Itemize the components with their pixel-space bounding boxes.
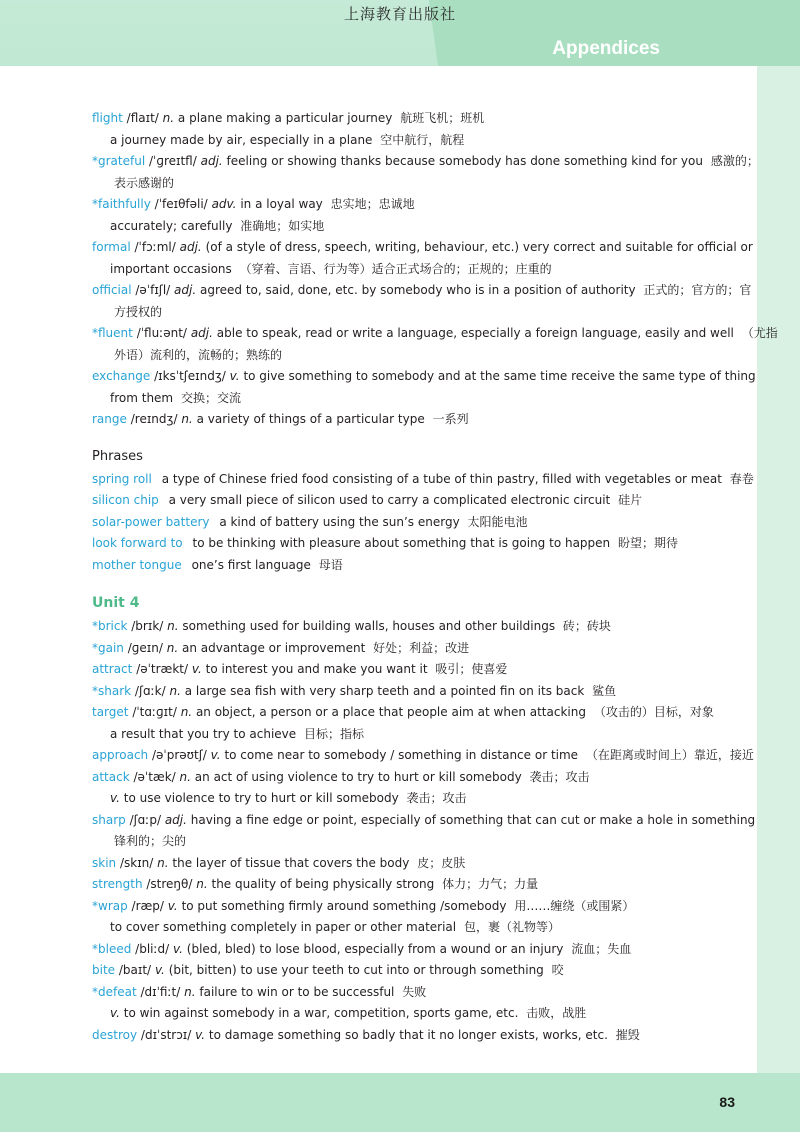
- chinese-translation: 击败，战胜: [526, 1006, 587, 1020]
- phrase-entry: [92, 533, 732, 555]
- entry-continuation: [92, 724, 732, 746]
- pronunciation: /əˈfɪʃl/: [135, 283, 171, 297]
- definition: to interest you and make you want it: [205, 662, 428, 676]
- entry-continuation: [92, 388, 732, 410]
- definition: a variety of things of a particular type: [196, 412, 425, 426]
- section-label: Appendices: [552, 38, 660, 59]
- pronunciation: /brɪk/: [131, 619, 164, 633]
- chinese-translation: 咬: [551, 963, 564, 977]
- definition: to put something firmly around something /somebody: [181, 898, 507, 913]
- headword: *defeat: [92, 984, 137, 999]
- chinese-translation: 皮；皮肤: [417, 855, 466, 870]
- chinese-translation: 目标；指标: [303, 726, 364, 741]
- entry-continuation: [92, 831, 732, 853]
- part-of-speech: n.: [157, 855, 169, 870]
- vocab-entry: [92, 280, 752, 302]
- definition: the quality of being physically strong: [211, 877, 435, 891]
- headword: destroy: [92, 1027, 138, 1042]
- vocab-entry: [92, 939, 732, 961]
- chinese-translation: 袭击；攻击: [529, 769, 590, 784]
- pronunciation: /ˈfeɪθfəli/: [154, 197, 208, 211]
- chinese-translation: 失败: [402, 984, 427, 999]
- definition: to win against somebody in a war, competition, sports game, etc.: [123, 1006, 519, 1020]
- phrase-headword: silicon chip: [92, 493, 159, 507]
- definition: accurately; carefully: [110, 218, 233, 233]
- headword: bite: [92, 963, 116, 977]
- pronunciation: /ʃɑːk/: [134, 683, 166, 698]
- part-of-speech: v.: [195, 1027, 206, 1042]
- vocab-entry: [92, 366, 756, 388]
- pronunciation: /ʃɑːp/: [129, 812, 161, 827]
- pronunciation: /streŋθ/: [146, 877, 193, 891]
- entry-continuation: [92, 917, 732, 939]
- headword: *grateful: [92, 154, 146, 168]
- phrases-list: [92, 469, 754, 577]
- vocab-entry: [92, 1025, 732, 1047]
- pronunciation: /əˈtæk/: [133, 769, 176, 784]
- vocab-entry: [92, 745, 754, 767]
- part-of-speech: n.: [181, 412, 193, 426]
- headword: exchange: [92, 369, 151, 383]
- definition: agreed to, said, done, etc. by somebody who is in a position of authority: [200, 283, 636, 297]
- pronunciation: /ɪksˈtʃeɪndʒ/: [154, 369, 226, 383]
- chinese-translation: 交换；交流: [180, 390, 241, 405]
- entry-continuation: [92, 1003, 732, 1025]
- part-of-speech: v.: [167, 898, 178, 913]
- vocab-entry: [92, 702, 732, 724]
- definition: to cover something completely in paper or other material: [110, 920, 457, 934]
- entry-continuation: [92, 345, 732, 367]
- entry-continuation: [92, 259, 732, 281]
- part-of-speech: n.: [184, 984, 196, 999]
- phrase-headword: mother tongue: [92, 557, 182, 572]
- headword: *wrap: [92, 898, 128, 913]
- pronunciation: /baɪt/: [118, 963, 152, 977]
- part-of-speech: n.: [162, 111, 175, 125]
- vocab-entry: [92, 896, 732, 918]
- definition: a journey made by air, especially in a plane: [110, 132, 373, 147]
- pronunciation: /ˈfɔːml/: [134, 240, 176, 254]
- chinese-translation: 盼望；期待: [618, 536, 679, 550]
- pronunciation: /əˈprəʊtʃ/: [151, 748, 207, 762]
- part-of-speech: v.: [154, 963, 165, 977]
- part-of-speech: v.: [110, 791, 120, 805]
- headword: attract: [92, 662, 133, 676]
- vocab-entry: [92, 323, 778, 345]
- entry-continuation: [92, 173, 732, 195]
- phrases-heading: Phrases: [92, 448, 143, 464]
- chinese-translation: 正式的；官方的；官: [643, 283, 752, 297]
- headword: formal: [92, 240, 131, 254]
- headword: target: [92, 705, 129, 719]
- definition: in a loyal way: [240, 197, 323, 211]
- definition: to come near to somebody / something in distance or time: [224, 748, 579, 762]
- pronunciation: /dɪˈstrɔɪ/: [140, 1027, 192, 1042]
- vocab-entry: [92, 982, 732, 1004]
- footer-band: [0, 1073, 800, 1132]
- chinese-translation: 砖；砖块: [562, 619, 611, 633]
- part-of-speech: adj.: [190, 326, 213, 340]
- header-band: [0, 0, 800, 66]
- definition: having a fine edge or point, especially of something that can cut or make a hole in something: [190, 812, 756, 827]
- headword: *bleed: [92, 941, 132, 956]
- chinese-translation: 体力；力气；力量: [442, 877, 539, 891]
- chinese-translation: 袭击；攻击: [406, 791, 467, 805]
- phrase-entry: [92, 555, 732, 577]
- chinese-translation: 忠实地；忠诚地: [330, 197, 415, 211]
- vocab-entry: [92, 810, 756, 832]
- part-of-speech: n.: [196, 877, 208, 891]
- definition: an act of using violence to try to hurt or kill somebody: [194, 769, 522, 784]
- definition: something used for building walls, houses and other buildings: [182, 619, 556, 633]
- chinese-translation: 太阳能电池: [467, 514, 528, 529]
- part-of-speech: v.: [173, 941, 183, 956]
- headword: range: [92, 412, 127, 426]
- part-of-speech: v.: [110, 1006, 120, 1020]
- phrase-headword: spring roll: [92, 471, 152, 486]
- part-of-speech: n.: [167, 619, 179, 633]
- chinese-translation: 方授权的: [114, 304, 163, 319]
- chinese-translation: 锋利的；尖的: [114, 834, 187, 848]
- vocab-entry: [92, 853, 732, 875]
- part-of-speech: n.: [169, 683, 181, 698]
- chinese-translation: （在距离或时间上）靠近，接近: [585, 748, 754, 762]
- phrase-entry: [92, 469, 754, 491]
- vocab-entry: [92, 659, 732, 681]
- part-of-speech: v.: [191, 662, 202, 676]
- vocab-entry: [92, 960, 732, 982]
- entry-continuation: [92, 788, 732, 810]
- definition: a plane making a particular journey: [177, 111, 393, 125]
- part-of-speech: adj.: [200, 154, 223, 168]
- chinese-translation: 准确地；如实地: [240, 218, 325, 233]
- headword: strength: [92, 877, 143, 891]
- pronunciation: /ˈfluːənt/: [136, 326, 187, 340]
- vocab-entry: [92, 151, 759, 173]
- pronunciation: /flaɪt/: [126, 111, 159, 125]
- part-of-speech: v.: [229, 369, 240, 383]
- headword: official: [92, 283, 132, 297]
- vocab-entry: [92, 874, 732, 896]
- definition: to give something to somebody and at the same time receive the same type of thing: [243, 369, 756, 383]
- headword: *gain: [92, 640, 124, 655]
- headword: skin: [92, 855, 117, 870]
- phrase-definition: to be thinking with pleasure about something that is going to happen: [192, 536, 611, 550]
- part-of-speech: n.: [166, 640, 179, 655]
- phrase-definition: one’s first language: [191, 557, 311, 572]
- pronunciation: /əˈtrækt/: [136, 662, 189, 676]
- chinese-translation: 航班飞机；班机: [400, 111, 485, 125]
- headword: *faithfully: [92, 197, 151, 211]
- phrase-entry: [92, 490, 732, 512]
- pronunciation: /ˈtɑːɡɪt/: [132, 705, 177, 719]
- part-of-speech: adj.: [164, 812, 187, 827]
- definition: to damage something so badly that it no longer exists, works, etc.: [208, 1027, 608, 1042]
- part-of-speech: adv.: [211, 197, 237, 211]
- phrase-definition: a very small piece of silicon used to carry a complicated electronic circuit: [168, 493, 611, 507]
- chinese-translation: 春卷: [729, 471, 754, 486]
- part-of-speech: adj.: [179, 240, 202, 254]
- chinese-translation: 感激的；: [710, 154, 759, 168]
- vocab-entry: [92, 409, 732, 431]
- headword: attack: [92, 769, 130, 784]
- pronunciation: /dɪˈfiːt/: [140, 984, 181, 999]
- publisher-title: 上海教育出版社: [343, 5, 456, 23]
- chinese-translation: （尤指: [741, 326, 778, 340]
- chinese-translation: 一系列: [432, 412, 469, 426]
- pronunciation: /ræp/: [131, 898, 164, 913]
- page-edge-strip: [757, 0, 800, 1073]
- page-number: 83: [719, 1094, 735, 1110]
- definition: able to speak, read or write a language, especially a foreign language, easily and well: [216, 326, 734, 340]
- definition: to use violence to try to hurt or kill somebody: [123, 791, 399, 805]
- chinese-translation: （穿着、言语、行为等）适合正式场合的；正规的；庄重的: [239, 261, 552, 276]
- vocab-entry: [92, 237, 753, 259]
- vocab-entry: [92, 108, 732, 130]
- definition: a large sea fish with very sharp teeth and a pointed fin on its back: [184, 683, 585, 698]
- chinese-translation: （攻击的）目标，对象: [593, 705, 714, 719]
- pronunciation: /bliːd/: [135, 941, 170, 956]
- definition: (of a style of dress, speech, writing, behaviour, etc.) very correct and suitable for official or: [205, 240, 753, 254]
- vocab-entry: [92, 638, 732, 660]
- entry-continuation: [92, 216, 732, 238]
- headword: sharp: [92, 812, 126, 827]
- definition: a result that you try to achieve: [110, 726, 297, 741]
- vocab-entry: [92, 681, 732, 703]
- definition: failure to win or to be successful: [199, 984, 395, 999]
- chinese-translation: 摧毁: [615, 1027, 640, 1042]
- chinese-translation: 鲨鱼: [592, 683, 617, 698]
- unit-heading: Unit 4: [92, 595, 140, 611]
- part-of-speech: v.: [210, 748, 221, 762]
- part-of-speech: n.: [180, 705, 193, 719]
- chinese-translation: 硅片: [618, 493, 643, 507]
- definition: feeling or showing thanks because somebody has done something kind for you: [226, 154, 703, 168]
- vocab-entry: [92, 767, 732, 789]
- chinese-translation: 吸引；使喜爱: [435, 662, 508, 676]
- chinese-translation: 包，裹（礼物等）: [463, 920, 560, 934]
- chinese-translation: 用……缠绕（或围紧）: [514, 898, 635, 913]
- headword: *shark: [92, 683, 132, 698]
- vocab-list-unit4: [92, 616, 756, 1046]
- definition: (bled, bled) to lose blood, especially from a wound or an injury: [186, 941, 564, 956]
- phrase-headword: solar-power battery: [92, 514, 210, 529]
- definition: an advantage or improvement: [181, 640, 366, 655]
- definition: (bit, bitten) to use your teeth to cut into or through something: [168, 963, 544, 977]
- part-of-speech: n.: [179, 769, 191, 784]
- phrase-definition: a kind of battery using the sun’s energy: [219, 514, 460, 529]
- pronunciation: /skɪn/: [119, 855, 154, 870]
- definition: from them: [110, 390, 174, 405]
- chinese-translation: 空中航行，航程: [380, 132, 465, 147]
- pronunciation: /ˈɡreɪtfl/: [148, 154, 197, 168]
- phrase-headword: look forward to: [92, 536, 183, 550]
- definition: an object, a person or a place that people aim at when attacking: [195, 705, 586, 719]
- definition: important occasions: [110, 261, 232, 276]
- chinese-translation: 流血；失血: [571, 941, 632, 956]
- pronunciation: /ɡeɪn/: [127, 640, 163, 655]
- phrase-definition: a type of Chinese fried food consisting of a tube of thin pastry, filled with vegetables or meat: [161, 471, 722, 486]
- headword: approach: [92, 748, 149, 762]
- glossary-content: [92, 108, 778, 1046]
- headword: flight: [92, 111, 123, 125]
- headword: *fluent: [92, 326, 133, 340]
- entry-continuation: [92, 130, 732, 152]
- chinese-translation: 外语）流利的，流畅的；熟练的: [114, 347, 283, 362]
- pronunciation: /reɪndʒ/: [130, 412, 178, 426]
- entry-continuation: [92, 302, 732, 324]
- chinese-translation: 母语: [318, 557, 343, 572]
- vocab-entry: [92, 194, 732, 216]
- part-of-speech: adj.: [174, 283, 197, 297]
- chinese-translation: 表示感谢的: [114, 175, 175, 190]
- chinese-translation: 好处；利益；改进: [373, 640, 470, 655]
- definition: the layer of tissue that covers the body: [172, 855, 410, 870]
- headword: *brick: [92, 619, 128, 633]
- phrase-entry: [92, 512, 732, 534]
- vocab-entry: [92, 616, 732, 638]
- vocab-list-top: [92, 108, 778, 431]
